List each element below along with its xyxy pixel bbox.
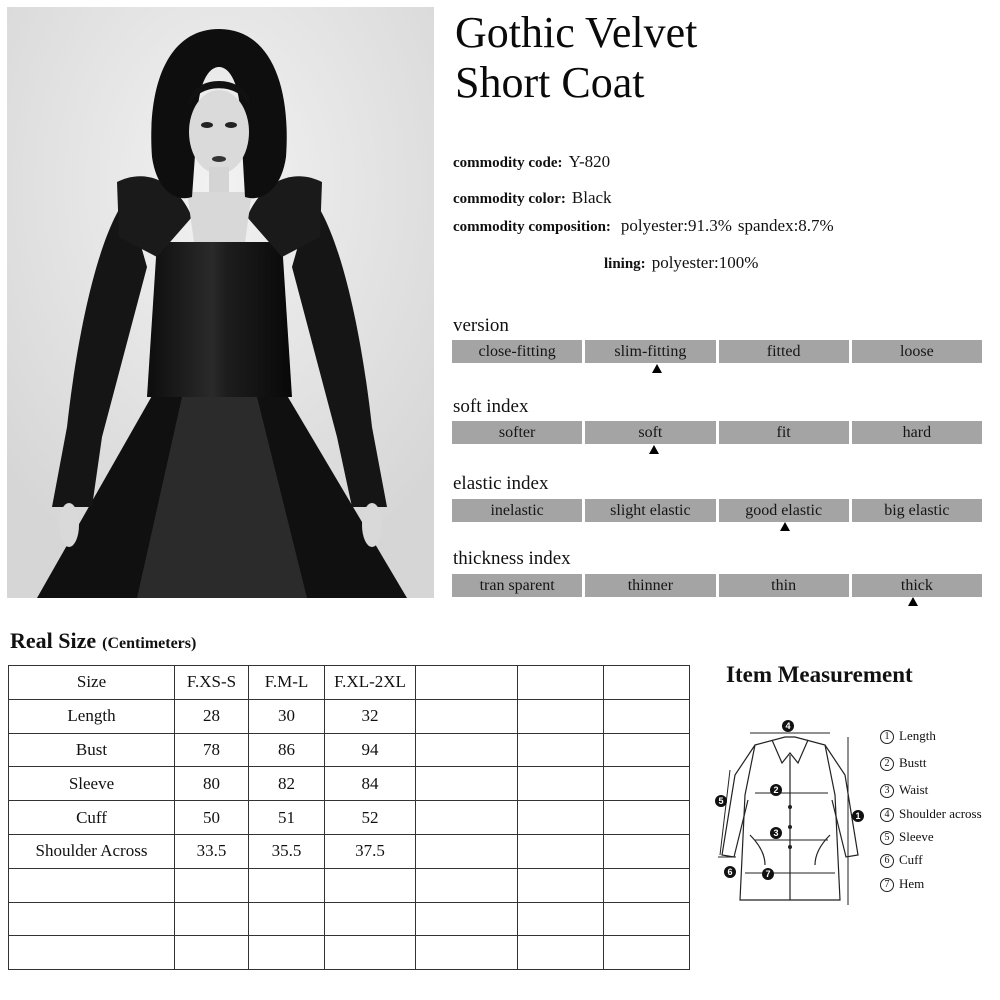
legend-label: Shoulder across <box>899 806 982 821</box>
thickness-index-option: thick <box>852 574 982 597</box>
table-cell <box>604 834 690 868</box>
table-cell <box>9 936 175 970</box>
commodity-code-label: commodity code: <box>453 155 563 171</box>
composition-polyester: polyester:91.3% <box>620 216 732 235</box>
version-scale <box>452 340 982 363</box>
commodity-code-value: Y-820 <box>568 152 611 171</box>
legend-number: 1 <box>880 730 894 744</box>
title-line-2: Short Coat <box>455 58 645 107</box>
table-cell <box>518 801 604 835</box>
table-cell: Sleeve <box>9 767 175 801</box>
table-cell: 80 <box>175 767 249 801</box>
lining-row <box>604 253 758 273</box>
table-cell: 94 <box>325 733 416 767</box>
coat-button <box>788 845 792 849</box>
table-cell <box>249 902 325 936</box>
table-row <box>9 699 690 733</box>
header-cell: Size <box>9 666 175 700</box>
version-option: loose <box>852 340 982 363</box>
coat-button <box>788 805 792 809</box>
version-option: close-fitting <box>452 340 582 363</box>
legend-label: Hem <box>899 876 925 891</box>
table-cell: Bust <box>9 733 175 767</box>
diagram-marker-text: 1 <box>855 811 861 821</box>
legend-item <box>880 728 936 744</box>
table-cell: 82 <box>249 767 325 801</box>
elastic-index-option: inelastic <box>452 499 582 522</box>
thickness-index-option: thinner <box>585 574 715 597</box>
table-cell <box>9 868 175 902</box>
table-cell <box>604 936 690 970</box>
legend-number: 7 <box>880 878 894 892</box>
table-cell: Cuff <box>9 801 175 835</box>
real-size-heading <box>10 628 196 654</box>
table-row <box>9 801 690 835</box>
table-cell: Length <box>9 699 175 733</box>
header-cell: F.XL-2XL <box>325 666 416 700</box>
real-size-title: Real Size <box>10 628 97 653</box>
lining-value: polyester:100% <box>651 253 759 272</box>
thickness-index-option: thin <box>719 574 849 597</box>
size-table <box>8 665 690 970</box>
thickness-index-label: thickness index <box>453 548 571 569</box>
legend-label: Cuff <box>899 852 923 867</box>
product-title <box>455 8 975 108</box>
soft-index-option: hard <box>852 421 982 444</box>
title-line-1: Gothic Velvet <box>455 8 698 57</box>
soft-index-label: soft index <box>453 396 529 417</box>
header-cell: F.M-L <box>249 666 325 700</box>
elastic-index-scale <box>452 499 982 522</box>
table-row <box>9 902 690 936</box>
legend-number: 4 <box>880 808 894 822</box>
table-cell <box>249 868 325 902</box>
table-cell <box>416 767 518 801</box>
legend-number: 6 <box>880 854 894 868</box>
diagram-marker-text: 7 <box>765 869 771 879</box>
product-photo <box>7 7 434 598</box>
commodity-color-value: Black <box>571 188 612 207</box>
table-row <box>9 767 690 801</box>
table-cell: 84 <box>325 767 416 801</box>
coat-measurement-diagram <box>710 715 870 915</box>
legend-item <box>880 876 924 892</box>
elastic-index-label: elastic index <box>453 473 549 494</box>
thickness-index-option: tran sparent <box>452 574 582 597</box>
table-cell <box>604 801 690 835</box>
header-cell: F.XS-S <box>175 666 249 700</box>
table-cell <box>9 902 175 936</box>
table-cell: 33.5 <box>175 834 249 868</box>
table-cell <box>416 801 518 835</box>
table-cell <box>518 868 604 902</box>
table-cell: Shoulder Across <box>9 834 175 868</box>
commodity-composition-row <box>453 216 834 236</box>
diagram-marker-text: 5 <box>718 796 724 806</box>
version-option: slim-fitting <box>585 340 715 363</box>
table-cell: 37.5 <box>325 834 416 868</box>
table-cell <box>325 936 416 970</box>
size-table-header-row <box>9 666 690 700</box>
legend-label: Length <box>899 728 936 743</box>
soft-index-option: soft <box>585 421 715 444</box>
table-cell <box>175 902 249 936</box>
table-cell <box>604 868 690 902</box>
table-cell: 32 <box>325 699 416 733</box>
table-cell <box>325 868 416 902</box>
diagram-marker-text: 2 <box>773 785 779 795</box>
diagram-marker-text: 3 <box>773 828 779 838</box>
header-cell <box>416 666 518 700</box>
version-label: version <box>453 315 509 336</box>
commodity-code-row <box>453 152 610 172</box>
table-row <box>9 936 690 970</box>
legend-item <box>880 782 928 798</box>
coat-button <box>788 825 792 829</box>
composition-spandex: spandex:8.7% <box>737 216 834 235</box>
diagram-marker-text: 4 <box>785 721 791 731</box>
thickness-index-scale <box>452 574 982 597</box>
table-cell <box>518 834 604 868</box>
legend-number: 5 <box>880 831 894 845</box>
table-cell <box>604 733 690 767</box>
model-illustration <box>7 7 434 598</box>
header-cell <box>518 666 604 700</box>
coat-right-sleeve <box>825 745 861 857</box>
table-row <box>9 834 690 868</box>
table-cell: 86 <box>249 733 325 767</box>
table-cell: 52 <box>325 801 416 835</box>
table-cell <box>416 936 518 970</box>
soft-index-scale <box>452 421 982 444</box>
table-cell <box>416 834 518 868</box>
table-cell <box>416 902 518 936</box>
table-cell <box>518 902 604 936</box>
soft-index-selected-marker <box>649 445 659 454</box>
elastic-index-option: big elastic <box>852 499 982 522</box>
legend-number: 3 <box>880 784 894 798</box>
table-cell <box>175 936 249 970</box>
table-cell: 28 <box>175 699 249 733</box>
item-measurement-title: Item Measurement <box>726 662 913 687</box>
diagram-marker-text: 6 <box>727 867 733 877</box>
version-option: fitted <box>719 340 849 363</box>
table-cell <box>604 767 690 801</box>
commodity-color-label: commodity color: <box>453 191 566 207</box>
table-cell <box>416 733 518 767</box>
elastic-index-option: slight elastic <box>585 499 715 522</box>
table-cell: 51 <box>249 801 325 835</box>
table-cell <box>325 902 416 936</box>
elastic-index-selected-marker <box>780 522 790 531</box>
table-cell: 30 <box>249 699 325 733</box>
table-cell <box>416 699 518 733</box>
table-cell <box>518 699 604 733</box>
legend-item <box>880 755 926 771</box>
table-cell <box>518 767 604 801</box>
table-row <box>9 868 690 902</box>
commodity-composition-label: commodity composition: <box>453 219 611 235</box>
table-cell: 78 <box>175 733 249 767</box>
soft-index-option: fit <box>719 421 849 444</box>
legend-item <box>880 852 923 868</box>
table-cell <box>416 868 518 902</box>
legend-label: Waist <box>899 782 929 797</box>
legend-number: 2 <box>880 757 894 771</box>
table-cell: 50 <box>175 801 249 835</box>
lining-label: lining: <box>604 256 646 272</box>
elastic-index-option: good elastic <box>719 499 849 522</box>
thickness-index-selected-marker <box>908 597 918 606</box>
legend-item <box>880 829 934 845</box>
real-size-unit: (Centimeters) <box>102 635 197 652</box>
legend-label: Sleeve <box>899 829 934 844</box>
table-cell <box>249 936 325 970</box>
table-row <box>9 733 690 767</box>
table-cell <box>604 699 690 733</box>
table-cell <box>518 733 604 767</box>
legend-label: Bustt <box>899 755 927 770</box>
legend-item <box>880 806 982 822</box>
version-selected-marker <box>652 364 662 373</box>
table-cell <box>518 936 604 970</box>
table-cell <box>604 902 690 936</box>
commodity-color-row <box>453 188 612 208</box>
soft-index-option: softer <box>452 421 582 444</box>
table-cell <box>175 868 249 902</box>
header-cell <box>604 666 690 700</box>
table-cell: 35.5 <box>249 834 325 868</box>
